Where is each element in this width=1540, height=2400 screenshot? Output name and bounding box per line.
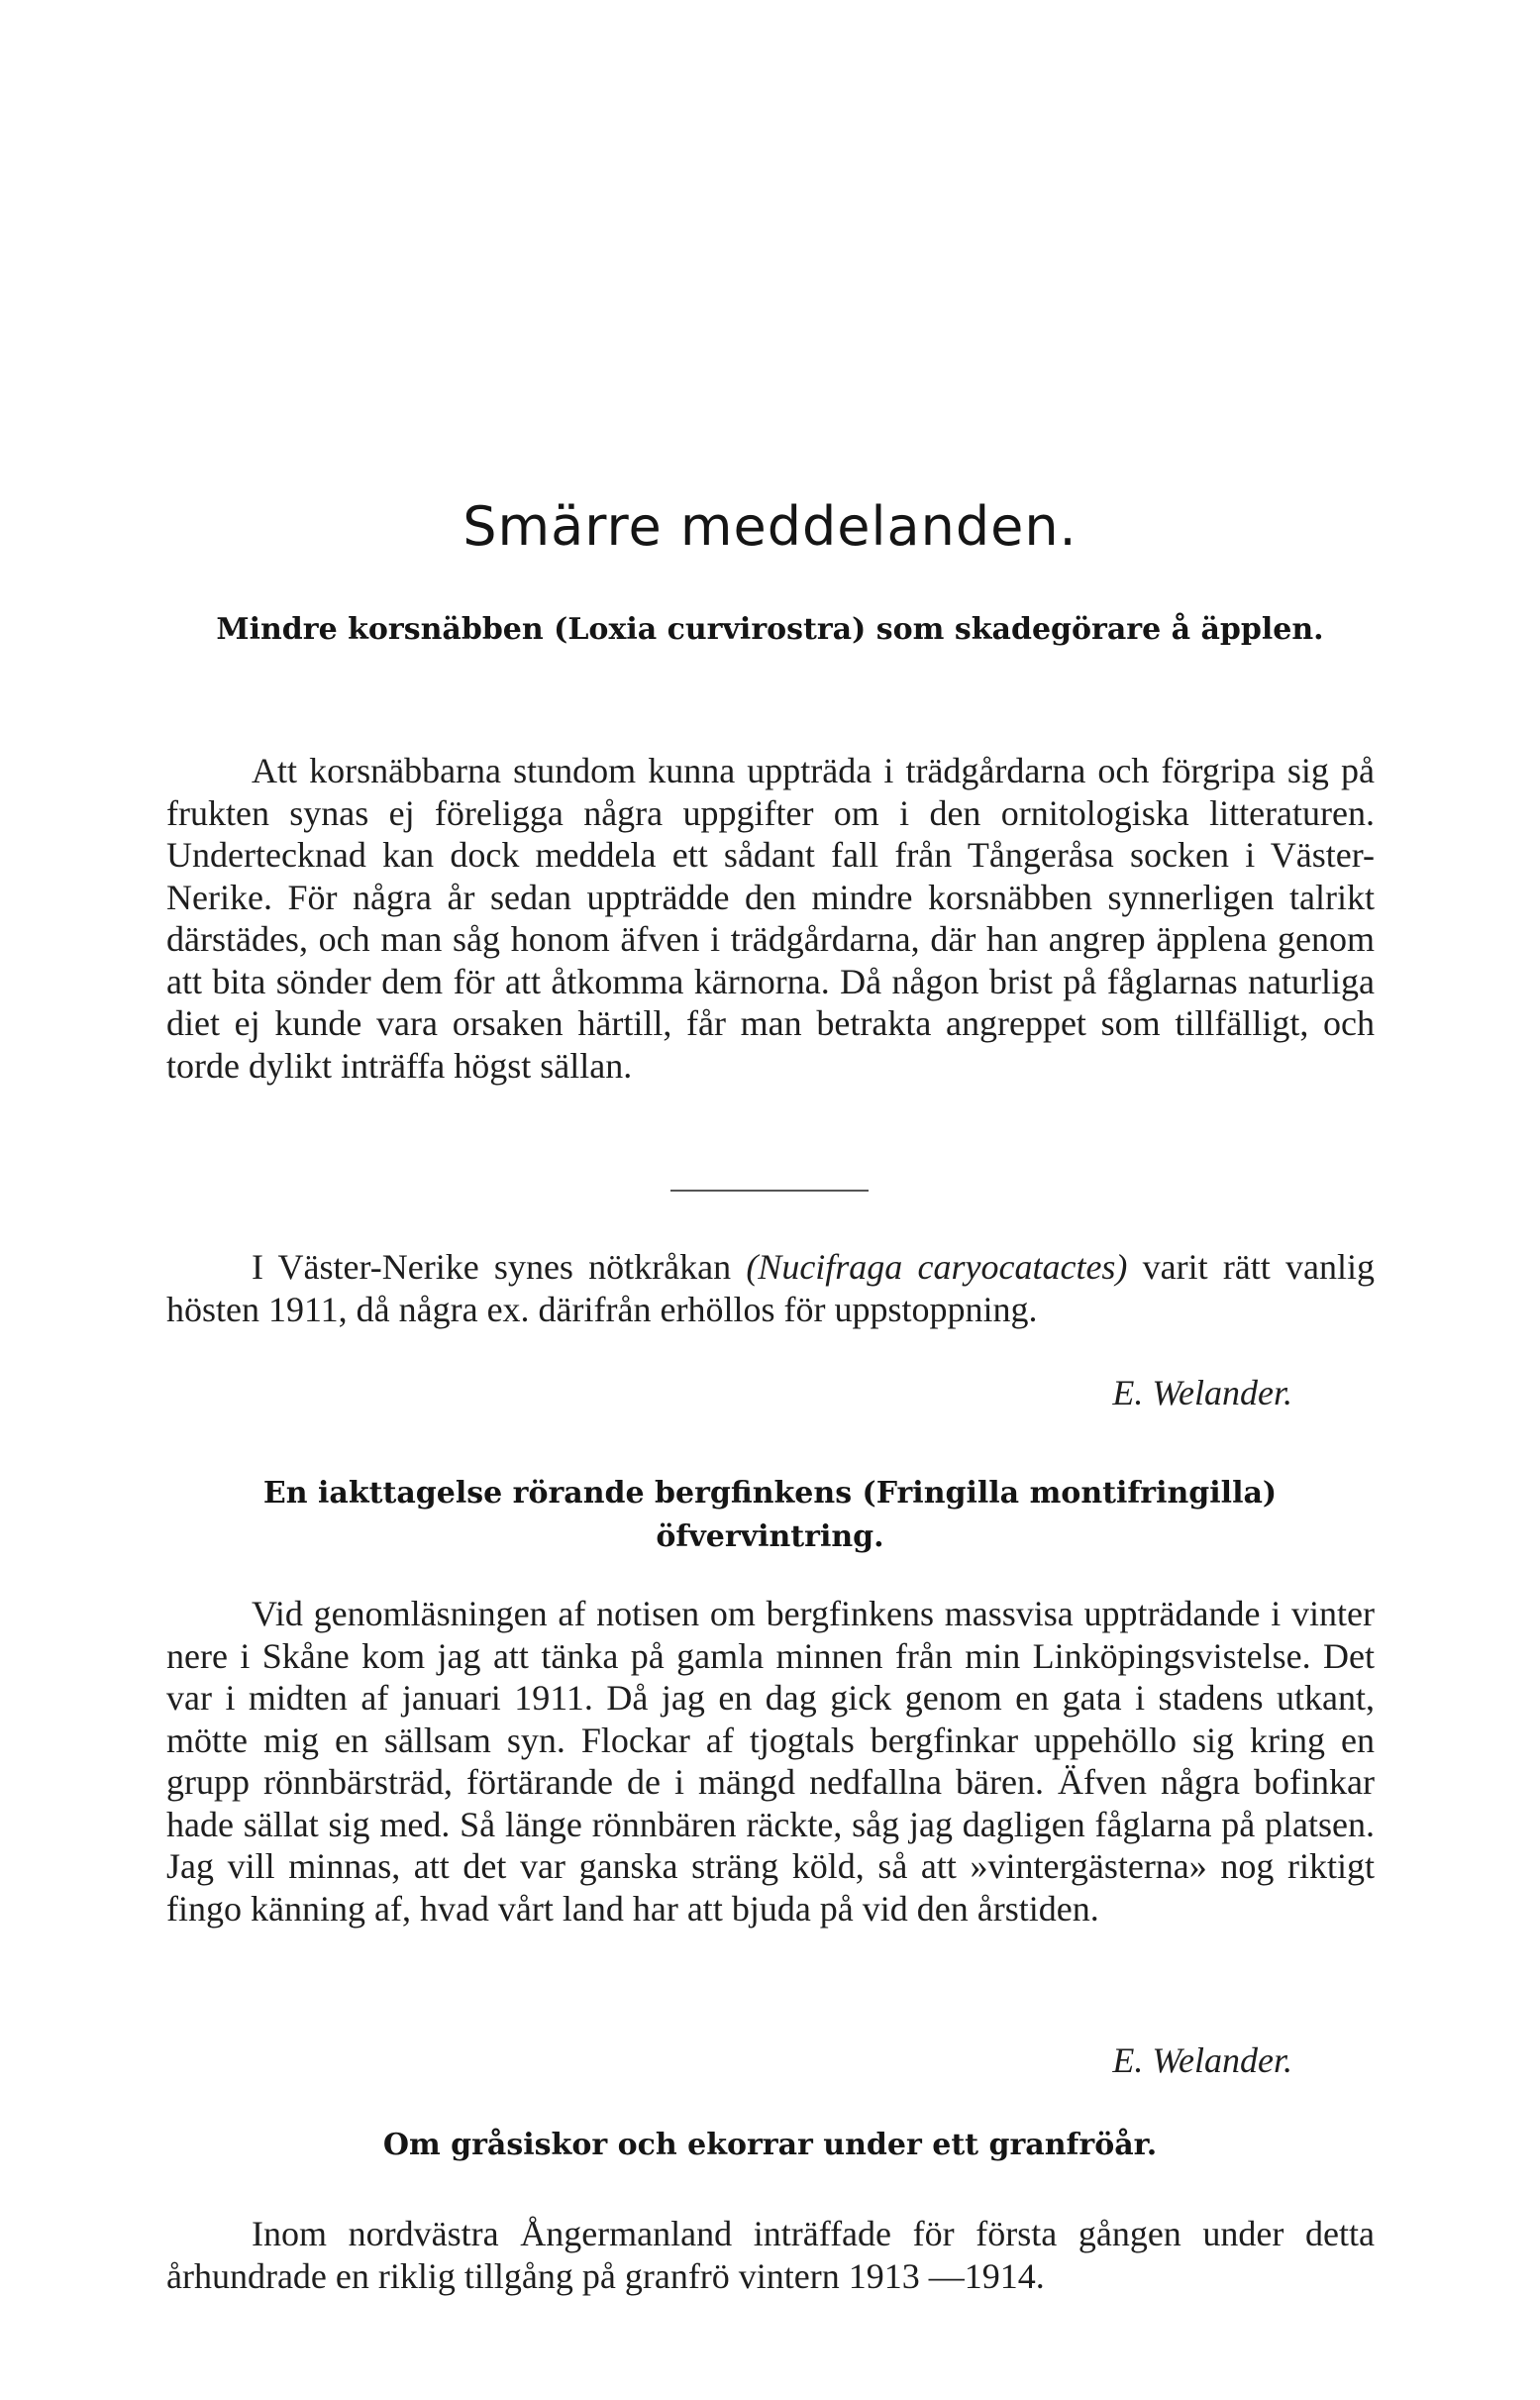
section-heading-grasiskor: Om gråsiskor och ekorrar under ett granfröår. (382, 2128, 1158, 2162)
nucifraga-text-after: varit rätt vanlig hösten 1911, då några ex. därifrån erhöllos för uppstoppning. (166, 1247, 1375, 1329)
signature-welander-1: E. Welander. (1112, 1373, 1292, 1412)
nucifraga-text-before: I Väster-Nerike synes nötkråkan (252, 1247, 747, 1287)
paragraph-nucifraga (166, 1246, 1375, 1330)
paragraph-fringilla: Vid genomläsningen af notisen om bergfinkens massvisa uppträdande i vinter nere i Skåne kom jag att tänka på gamla minnen från min Linköpingsvistelse. Det var i midten af januari 1911. Då jag en dag gick genom en gata i stadens utkant, mötte mig en sällsam syn. Flockar af tjogtals bergfinkar uppehöllo sig kring en grupp rönnbärsträd, förtärande de i mängd nedfallna bären. Äfven några bofinkar hade sällat sig med. Så länge rönnbären räckte, såg jag dagligen fåglarna på platsen. Jag vill minnas, att det var ganska sträng köld, så att »vintergästerna» nog riktigt fingo känning af, hvad vårt land har att bjuda på vid den årstiden. (166, 1594, 1375, 1929)
section-heading-loxia: Mindre korsnäbben (Loxia curvirostra) som skadegörare å äpplen. (216, 612, 1324, 647)
nucifraga-species-name: (Nucifraga caryocatactes) (746, 1247, 1128, 1287)
paragraph-grasiskor: Inom nordvästra Ångermanland inträffade för första gången under detta århundrade en riklig tillgång på granfrö vintern 1913 —1914. (166, 2214, 1375, 2296)
page-title: Smärre meddelanden. (462, 495, 1078, 558)
signature-welander-2: E. Welander. (1112, 2040, 1292, 2080)
section-heading-fringilla: En iakttagelse rörande bergfinkens (Fringilla montifringilla) öfvervintring. (262, 1476, 1278, 1554)
section-divider (670, 1190, 869, 1192)
paragraph-loxia: Att korsnäbbarna stundom kunna uppträda i trädgårdarna och förgripa sig på frukten synas ej föreligga några uppgifter om i den ornitologiska litteraturen. Undertecknad kan dock meddela ett sådant fall från Tångeråsa socken i Väster-Nerike. För några år sedan uppträdde den mindre korsnäbben synnerligen talrikt därstädes, och man såg honom äfven i trädgårdarna, där han angrep äpplena genom att bita sönder dem för att åtkomma kärnorna. Då någon brist på fåglarnas naturliga diet ej kunde vara orsaken härtill, får man betrakta angreppet som tillfälligt, och torde dylikt inträffa högst sällan. (166, 751, 1375, 1086)
